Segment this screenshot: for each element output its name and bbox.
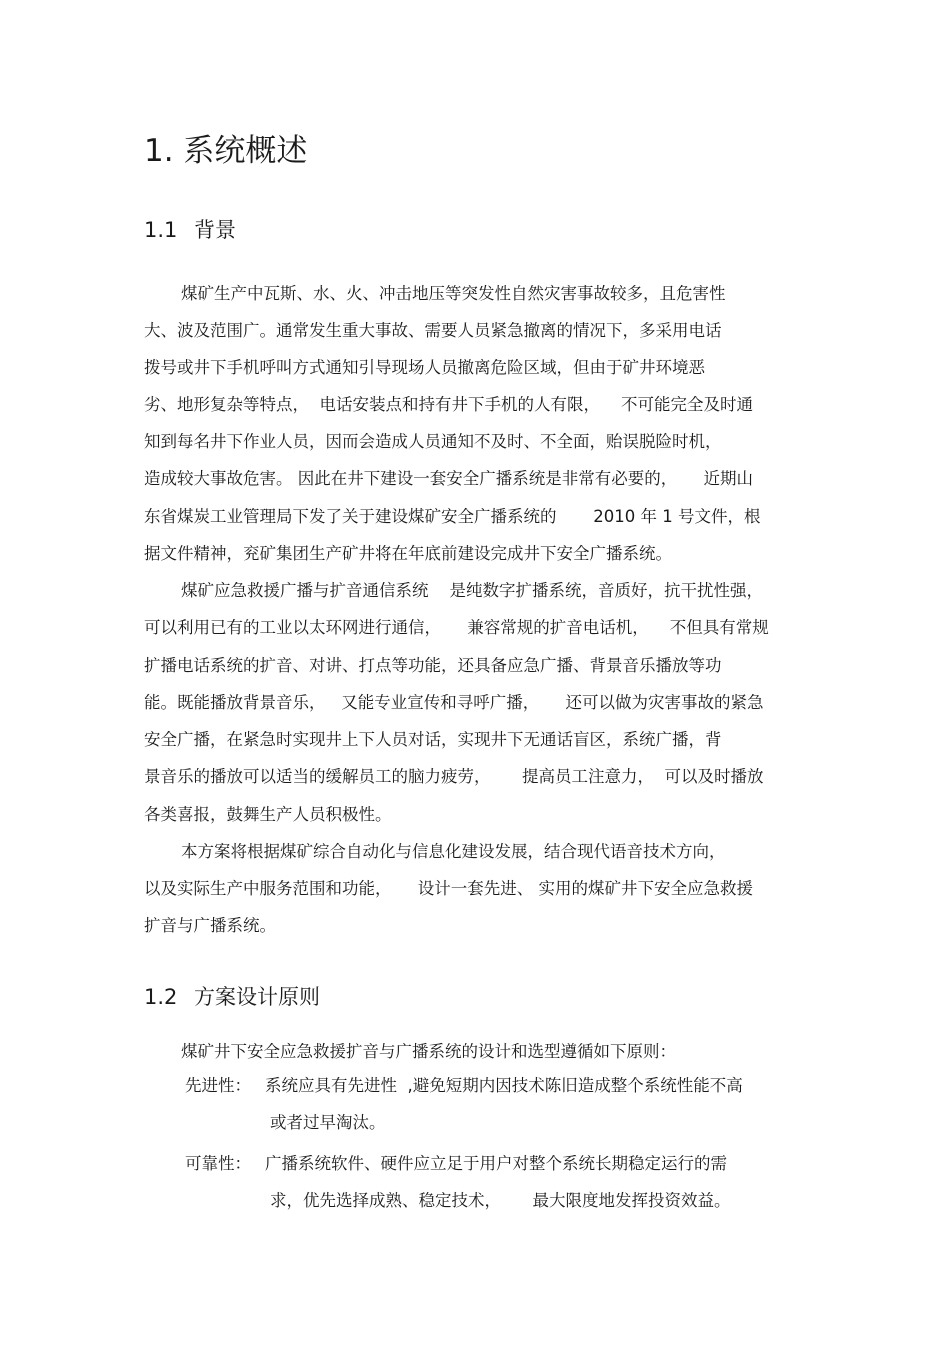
- section-title: 方案设计原则: [194, 985, 320, 1009]
- section-title: 背景: [194, 218, 236, 242]
- section-number: 1.2: [144, 985, 178, 1009]
- paragraph-line: 能。既能播放背景音乐， 又能专业宣传和寻呼广播， 还可以做为灾害事故的紧急: [144, 693, 764, 712]
- paragraph-line: 本方案将根据煤矿综合自动化与信息化建设发展，结合现代语音技术方向，: [181, 842, 726, 861]
- paragraph-line: 知到每名井下作业人员，因而会造成人员通知不及时、不全面，贻误脱险时机，: [144, 432, 722, 451]
- paragraph-line: 扩播电话系统的扩音、对讲、打点等功能，还具备应急广播、背景音乐播放等功: [144, 656, 722, 675]
- section-number: 1.1: [144, 218, 178, 242]
- principle-text: 或者过早淘汰。: [270, 1113, 386, 1132]
- section-heading-background: [144, 215, 236, 245]
- principle-text: 求，优先选择成熟、稳定技术， 最大限度地发挥投资效益。: [270, 1191, 731, 1210]
- principle-label: 先进性：: [185, 1076, 251, 1095]
- principle-text: 广播系统软件、硬件应立足于用户对整个系统长期稳定运行的需: [265, 1154, 727, 1173]
- paragraph-line: 拨号或井下手机呼叫方式通知引导现场人员撤离危险区域，但由于矿井环境恶: [144, 358, 705, 377]
- chapter-title: 1. 系统概述: [144, 133, 308, 169]
- paragraph-line: 劣、地形复杂等特点， 电话安装点和持有井下手机的人有限， 不可能完全及时通: [144, 395, 753, 414]
- principle-text: 系统应具有先进性 ,避免短期内因技术陈旧造成整个系统性能不高: [265, 1076, 743, 1095]
- paragraph-line: 安全广播，在紧急时实现井上下人员对话，实现井下无通话盲区，系统广播，背: [144, 730, 722, 749]
- paragraph-line: 煤矿应急救援广播与扩音通信系统 是纯数字扩播系统，音质好，抗干扰性强，: [181, 581, 763, 600]
- paragraph-line: 东省煤炭工业管理局下发了关于建设煤矿安全广播系统的 2010 年 1 号文件，根: [144, 507, 761, 526]
- paragraph-line: 可以利用已有的工业以太环网进行通信， 兼容常规的扩音电话机， 不但具有常规: [144, 618, 769, 637]
- principle-label: 可靠性：: [185, 1154, 251, 1173]
- paragraph-line: 扩音与广播系统。: [144, 916, 276, 935]
- paragraph-line: 造成较大事故危害。 因此在井下建设一套安全广播系统是非常有必要的， 近期山: [144, 469, 753, 488]
- paragraph-line: 各类喜报，鼓舞生产人员积极性。: [144, 805, 392, 824]
- principles-intro: 煤矿井下安全应急救援扩音与广播系统的设计和选型遵循如下原则：: [181, 1042, 676, 1061]
- section-heading-principles: [144, 982, 320, 1012]
- paragraph-line: 大、波及范围广。通常发生重大事故、需要人员紧急撤离的情况下，多采用电话: [144, 321, 722, 340]
- paragraph-line: 据文件精神，兖矿集团生产矿井将在年底前建设完成井下安全广播系统。: [144, 544, 672, 563]
- paragraph-line: 景音乐的播放可以适当的缓解员工的脑力疲劳， 提高员工注意力， 可以及时播放: [144, 767, 764, 786]
- paragraph-line: 以及实际生产中服务范围和功能， 设计一套先进、 实用的煤矿井下安全应急救援: [144, 879, 753, 898]
- paragraph-line: 煤矿生产中瓦斯、水、火、冲击地压等突发性自然灾害事故较多，且危害性: [181, 284, 726, 303]
